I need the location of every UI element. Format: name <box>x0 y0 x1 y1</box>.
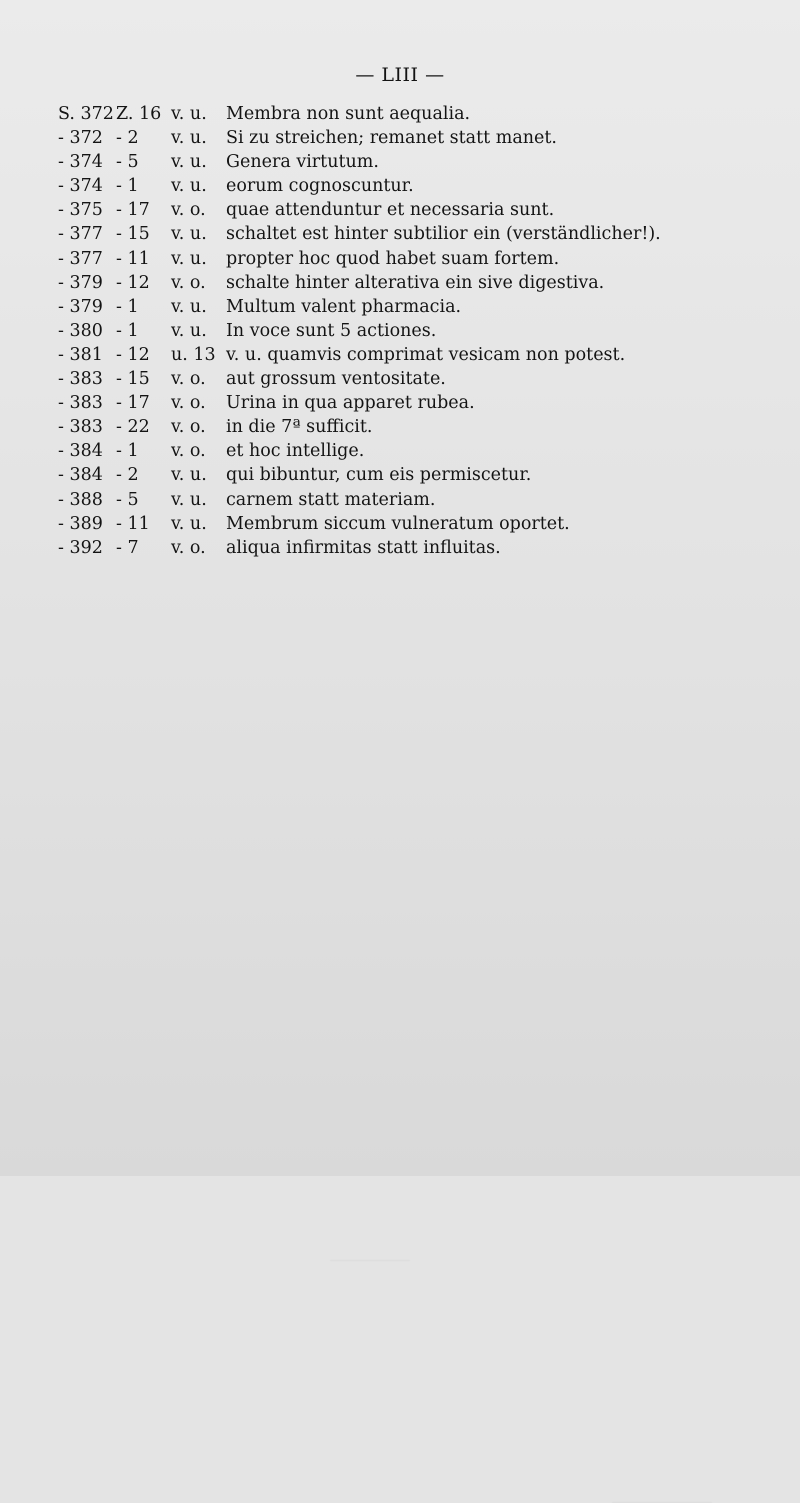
errata-line-ref: - 7 <box>116 537 139 558</box>
errata-row <box>58 126 661 150</box>
errata-row <box>58 343 661 367</box>
errata-correction: Si zu streichen; remanet statt manet. <box>226 128 557 149</box>
errata-correction: Genera virtutum. <box>226 152 379 173</box>
errata-position: v. u. <box>171 104 207 124</box>
errata-page-ref: - 372 <box>58 128 103 149</box>
errata-page-ref: - 384 <box>58 465 103 486</box>
errata-page-ref: - 377 <box>58 224 103 245</box>
errata-line-ref: - 15 <box>116 224 150 245</box>
errata-row <box>58 102 661 126</box>
errata-line-ref: - 1 <box>116 296 139 317</box>
errata-line-ref: - 12 <box>116 344 150 365</box>
errata-page-ref: - 377 <box>58 248 103 269</box>
errata-correction: quae attenduntur et necessaria sunt. <box>226 200 555 221</box>
errata-correction: Urina in qua apparet rubea. <box>226 393 475 414</box>
errata-row <box>58 512 661 536</box>
errata-position: v. o. <box>171 441 206 462</box>
errata-correction: eorum cognoscuntur. <box>226 176 414 197</box>
errata-position: v. u. <box>171 128 207 149</box>
errata-page-ref: S. 372 <box>58 104 114 124</box>
errata-row <box>58 415 661 439</box>
errata-page-ref: - 380 <box>58 320 103 341</box>
errata-line-ref: - 5 <box>116 489 139 510</box>
errata-line-ref: - 1 <box>116 320 139 341</box>
errata-line-ref: - 11 <box>116 248 150 269</box>
errata-correction: et hoc intellige. <box>226 441 365 462</box>
errata-page-ref: - 392 <box>58 537 103 558</box>
bleed-rule <box>330 1260 410 1261</box>
errata-line-ref: - 11 <box>116 513 150 534</box>
errata-row <box>58 198 661 222</box>
errata-position: v. u. <box>171 176 207 197</box>
errata-row <box>58 247 661 271</box>
errata-correction: Multum valent pharmacia. <box>226 296 462 317</box>
errata-row <box>58 174 661 198</box>
errata-row <box>58 367 661 391</box>
errata-line-ref: - 12 <box>116 272 150 293</box>
errata-line-ref: - 1 <box>116 441 139 462</box>
errata-position: v. o. <box>171 393 206 414</box>
errata-row <box>58 295 661 319</box>
errata-position: v. u. <box>171 248 207 269</box>
errata-position: v. o. <box>171 200 206 221</box>
errata-page-ref: - 383 <box>58 369 103 390</box>
errata-row <box>58 319 661 343</box>
errata-page-ref: - 379 <box>58 296 103 317</box>
errata-page-ref: - 383 <box>58 417 103 438</box>
errata-page-ref: - 374 <box>58 176 103 197</box>
errata-correction: schalte hinter alterativa ein sive digestiva. <box>226 272 605 293</box>
errata-page-ref: - 389 <box>58 513 103 534</box>
errata-list <box>58 102 661 560</box>
errata-line-ref: - 22 <box>116 417 150 438</box>
errata-row <box>58 488 661 512</box>
errata-correction: aliqua infirmitas statt influitas. <box>226 537 501 558</box>
errata-correction: schaltet est hinter subtilior ein (verständlicher!). <box>226 224 661 245</box>
errata-correction: propter hoc quod habet suam fortem. <box>226 248 560 269</box>
show-through-background <box>0 540 800 1060</box>
errata-line-ref: - 15 <box>116 369 150 390</box>
errata-page-ref: - 383 <box>58 393 103 414</box>
errata-line-ref: - 1 <box>116 176 139 197</box>
errata-correction: In voce sunt 5 actiones. <box>226 320 437 341</box>
errata-correction: Membrum siccum vulneratum oportet. <box>226 513 570 534</box>
errata-line-ref: Z. 16 <box>116 104 162 124</box>
errata-row <box>58 391 661 415</box>
errata-page-ref: - 375 <box>58 200 103 221</box>
errata-position: v. u. <box>171 320 207 341</box>
errata-line-ref: - 5 <box>116 152 139 173</box>
errata-correction: aut grossum ventositate. <box>226 369 446 390</box>
errata-row <box>58 271 661 295</box>
errata-row <box>58 536 661 560</box>
errata-position: v. u. <box>171 513 207 534</box>
errata-line-ref: - 2 <box>116 128 139 149</box>
errata-page-ref: - 388 <box>58 489 103 510</box>
page-number: — LIII — <box>355 64 445 86</box>
errata-position: v. o. <box>171 272 206 293</box>
errata-line-ref: - 2 <box>116 465 139 486</box>
errata-row <box>58 439 661 463</box>
errata-correction: carnem statt materiam. <box>226 489 436 510</box>
errata-position: u. 13 <box>171 344 216 365</box>
errata-page-ref: - 374 <box>58 152 103 173</box>
errata-position: v. o. <box>171 417 206 438</box>
errata-page-ref: - 381 <box>58 344 103 365</box>
errata-row <box>58 463 661 487</box>
errata-correction: in die 7ª sufficit. <box>226 417 373 438</box>
errata-position: v. u. <box>171 152 207 173</box>
errata-page-ref: - 379 <box>58 272 103 293</box>
errata-line-ref: - 17 <box>116 200 150 221</box>
errata-correction: v. u. quamvis comprimat vesicam non potest. <box>226 344 626 365</box>
errata-position: v. u. <box>171 224 207 245</box>
errata-correction: qui bibuntur, cum eis permiscetur. <box>226 465 532 486</box>
errata-position: v. o. <box>171 369 206 390</box>
errata-correction: Membra non sunt aequalia. <box>226 104 471 124</box>
errata-page-ref: - 384 <box>58 441 103 462</box>
errata-position: v. u. <box>171 489 207 510</box>
errata-position: v. o. <box>171 537 206 558</box>
errata-line-ref: - 17 <box>116 393 150 414</box>
errata-row <box>58 222 661 246</box>
errata-position: v. u. <box>171 465 207 486</box>
errata-row <box>58 150 661 174</box>
errata-position: v. u. <box>171 296 207 317</box>
